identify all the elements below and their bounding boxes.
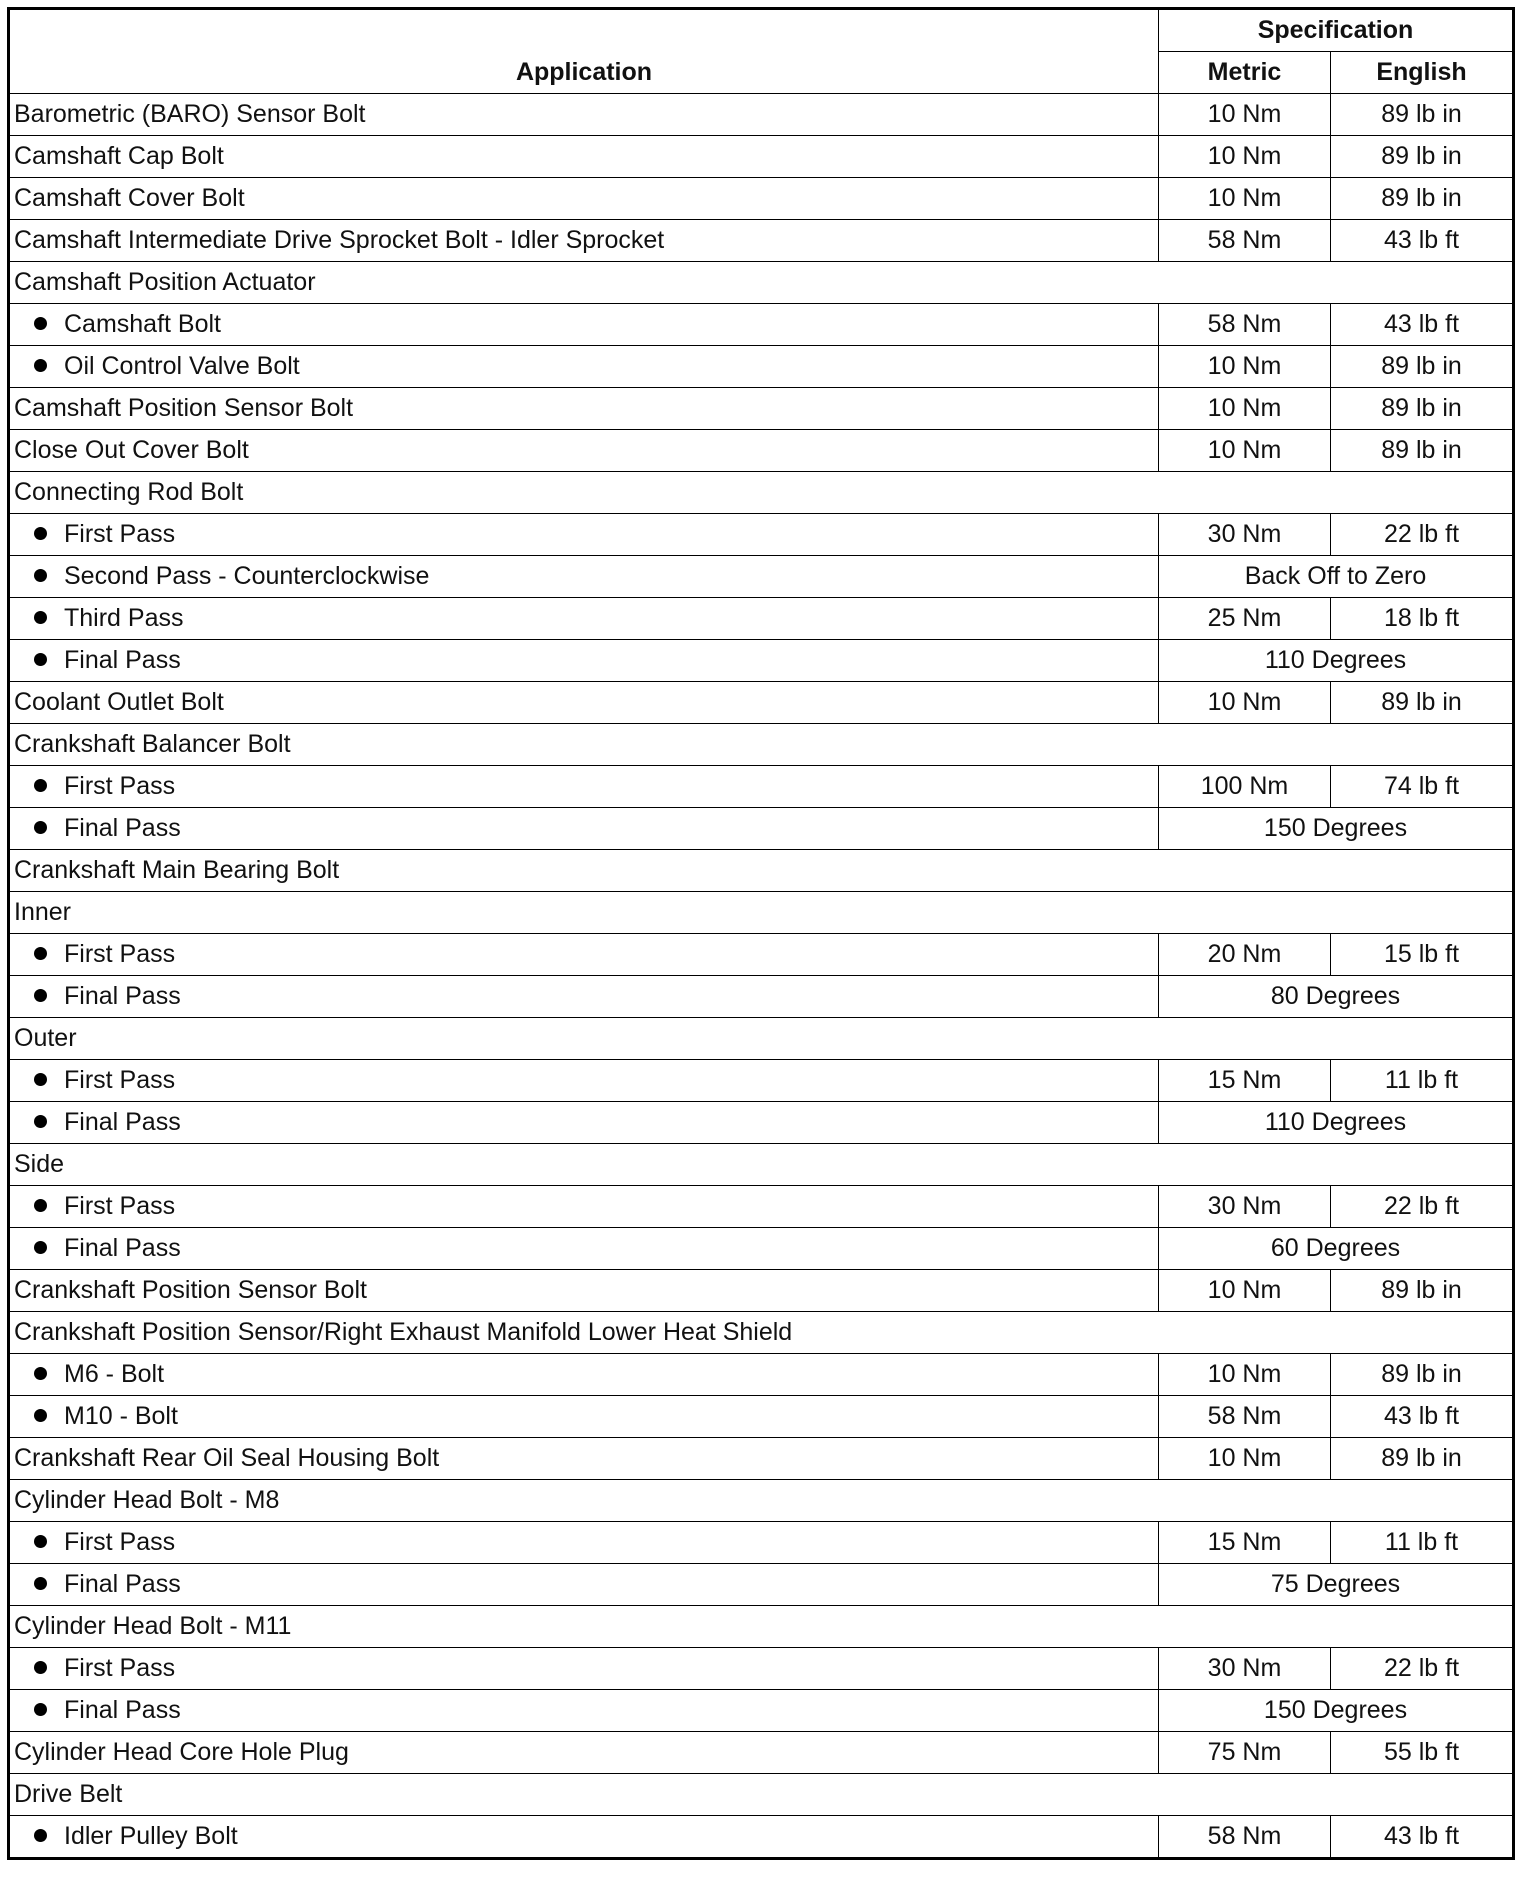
application-cell xyxy=(9,1396,1159,1438)
english-cell: 89 lb in xyxy=(1331,94,1514,136)
table-row xyxy=(9,1480,1514,1522)
application-cell xyxy=(9,1480,1514,1522)
english-cell: 89 lb in xyxy=(1331,346,1514,388)
metric-cell: 10 Nm xyxy=(1159,430,1331,472)
table-row xyxy=(9,766,1514,808)
application-label: First Pass xyxy=(64,1066,176,1094)
specification-merged-cell: 80 Degrees xyxy=(1159,976,1514,1018)
application-cell xyxy=(9,934,1159,976)
table-row xyxy=(9,1144,1514,1186)
application-label: M6 - Bolt xyxy=(64,1360,165,1388)
table-row xyxy=(9,1018,1514,1060)
application-label: Cylinder Head Bolt - M8 xyxy=(14,1486,280,1514)
application-cell xyxy=(9,1816,1159,1859)
header-english: English xyxy=(1331,52,1514,94)
application-label: Crankshaft Balancer Bolt xyxy=(14,730,291,758)
application-cell xyxy=(9,1354,1159,1396)
application-label: M10 - Bolt xyxy=(64,1402,178,1430)
english-cell: 11 lb ft xyxy=(1331,1522,1514,1564)
bullet-icon xyxy=(34,317,47,330)
metric-cell: 10 Nm xyxy=(1159,94,1331,136)
bullet-icon xyxy=(34,527,47,540)
table-row xyxy=(9,808,1514,850)
bullet-icon xyxy=(34,779,47,792)
bullet-icon xyxy=(34,1661,47,1674)
table-row xyxy=(9,304,1514,346)
table-row xyxy=(9,472,1514,514)
table-row xyxy=(9,1102,1514,1144)
metric-cell: 58 Nm xyxy=(1159,1396,1331,1438)
table-row xyxy=(9,724,1514,766)
bullet-icon xyxy=(34,653,47,666)
header-application: Application xyxy=(9,9,1159,94)
english-cell: 43 lb ft xyxy=(1331,1816,1514,1859)
application-label: Camshaft Position Actuator xyxy=(14,268,316,296)
table-row xyxy=(9,976,1514,1018)
application-label: Coolant Outlet Bolt xyxy=(14,688,224,716)
metric-cell: 75 Nm xyxy=(1159,1732,1331,1774)
table-row xyxy=(9,1186,1514,1228)
application-cell xyxy=(9,1144,1514,1186)
application-cell xyxy=(9,430,1159,472)
metric-cell: 10 Nm xyxy=(1159,346,1331,388)
application-cell xyxy=(9,556,1159,598)
application-cell xyxy=(9,1438,1159,1480)
application-cell xyxy=(9,1648,1159,1690)
english-cell: 89 lb in xyxy=(1331,682,1514,724)
application-label: Oil Control Valve Bolt xyxy=(64,352,300,380)
application-label: Crankshaft Rear Oil Seal Housing Bolt xyxy=(14,1444,440,1472)
application-cell xyxy=(9,346,1159,388)
application-label: First Pass xyxy=(64,520,176,548)
application-label: Camshaft Cap Bolt xyxy=(14,142,224,170)
english-cell: 89 lb in xyxy=(1331,178,1514,220)
application-label: Camshaft Intermediate Drive Sprocket Bolt - Idler Sprocket xyxy=(14,226,665,254)
application-label: Idler Pulley Bolt xyxy=(64,1822,238,1850)
application-label: Crankshaft Main Bearing Bolt xyxy=(14,856,340,884)
table-row xyxy=(9,1060,1514,1102)
application-cell xyxy=(9,1732,1159,1774)
table-row xyxy=(9,346,1514,388)
english-cell: 89 lb in xyxy=(1331,136,1514,178)
table-row xyxy=(9,1522,1514,1564)
metric-cell: 20 Nm xyxy=(1159,934,1331,976)
metric-cell: 30 Nm xyxy=(1159,1186,1331,1228)
table-row xyxy=(9,1816,1514,1859)
application-cell xyxy=(9,598,1159,640)
metric-cell: 58 Nm xyxy=(1159,1816,1331,1859)
application-label: Inner xyxy=(14,898,71,926)
table-row xyxy=(9,178,1514,220)
bullet-icon xyxy=(34,1115,47,1128)
english-cell: 15 lb ft xyxy=(1331,934,1514,976)
table-row xyxy=(9,1606,1514,1648)
bullet-icon xyxy=(34,989,47,1002)
application-cell xyxy=(9,1270,1159,1312)
application-label: Cylinder Head Core Hole Plug xyxy=(14,1738,349,1766)
table-row xyxy=(9,388,1514,430)
bullet-icon xyxy=(34,1199,47,1212)
bullet-icon xyxy=(34,1409,47,1422)
header-row-top xyxy=(9,9,1514,52)
application-label: Camshaft Cover Bolt xyxy=(14,184,245,212)
table-row xyxy=(9,136,1514,178)
application-label: First Pass xyxy=(64,1654,176,1682)
table-row xyxy=(9,556,1514,598)
english-cell: 89 lb in xyxy=(1331,1354,1514,1396)
application-label: First Pass xyxy=(64,940,176,968)
english-cell: 22 lb ft xyxy=(1331,514,1514,556)
table-row xyxy=(9,640,1514,682)
application-cell xyxy=(9,808,1159,850)
application-cell xyxy=(9,766,1159,808)
english-cell: 43 lb ft xyxy=(1331,220,1514,262)
application-cell xyxy=(9,472,1514,514)
specification-merged-cell: Back Off to Zero xyxy=(1159,556,1514,598)
application-label: Final Pass xyxy=(64,1696,181,1724)
application-cell xyxy=(9,1564,1159,1606)
bullet-icon xyxy=(34,569,47,582)
metric-cell: 25 Nm xyxy=(1159,598,1331,640)
metric-cell: 30 Nm xyxy=(1159,1648,1331,1690)
application-cell xyxy=(9,1522,1159,1564)
table-row xyxy=(9,1228,1514,1270)
application-label: Crankshaft Position Sensor/Right Exhaust Manifold Lower Heat Shield xyxy=(14,1318,793,1346)
application-cell xyxy=(9,1186,1159,1228)
application-label: Final Pass xyxy=(64,814,181,842)
application-label: Third Pass xyxy=(64,604,184,632)
bullet-icon xyxy=(34,947,47,960)
table-row xyxy=(9,514,1514,556)
metric-cell: 10 Nm xyxy=(1159,178,1331,220)
metric-cell: 58 Nm xyxy=(1159,220,1331,262)
application-label: Final Pass xyxy=(64,1570,181,1598)
application-cell xyxy=(9,1690,1159,1732)
english-cell: 43 lb ft xyxy=(1331,304,1514,346)
specification-merged-cell: 110 Degrees xyxy=(1159,640,1514,682)
table-row xyxy=(9,682,1514,724)
application-cell xyxy=(9,136,1159,178)
application-label: Close Out Cover Bolt xyxy=(14,436,249,464)
table-row xyxy=(9,1438,1514,1480)
english-cell: 89 lb in xyxy=(1331,430,1514,472)
specification-merged-cell: 60 Degrees xyxy=(1159,1228,1514,1270)
english-cell: 22 lb ft xyxy=(1331,1648,1514,1690)
application-cell xyxy=(9,262,1514,304)
application-cell xyxy=(9,1312,1514,1354)
table-row xyxy=(9,1270,1514,1312)
bullet-icon xyxy=(34,359,47,372)
application-label: Connecting Rod Bolt xyxy=(14,478,244,506)
application-cell xyxy=(9,1774,1514,1816)
metric-cell: 30 Nm xyxy=(1159,514,1331,556)
english-cell: 11 lb ft xyxy=(1331,1060,1514,1102)
metric-cell: 10 Nm xyxy=(1159,1438,1331,1480)
bullet-icon xyxy=(34,1829,47,1842)
table-row xyxy=(9,892,1514,934)
application-cell xyxy=(9,1018,1514,1060)
bullet-icon xyxy=(34,1241,47,1254)
application-cell xyxy=(9,724,1514,766)
table-row xyxy=(9,1648,1514,1690)
english-cell: 55 lb ft xyxy=(1331,1732,1514,1774)
table-row xyxy=(9,598,1514,640)
specification-merged-cell: 110 Degrees xyxy=(1159,1102,1514,1144)
specification-merged-cell: 150 Degrees xyxy=(1159,808,1514,850)
table-row xyxy=(9,1690,1514,1732)
application-label: Second Pass - Counterclockwise xyxy=(64,562,430,590)
bullet-icon xyxy=(34,1577,47,1590)
application-cell xyxy=(9,1060,1159,1102)
metric-cell: 10 Nm xyxy=(1159,1354,1331,1396)
application-label: Final Pass xyxy=(64,1234,181,1262)
table-row xyxy=(9,1774,1514,1816)
table-row xyxy=(9,94,1514,136)
metric-cell: 58 Nm xyxy=(1159,304,1331,346)
bullet-icon xyxy=(34,611,47,624)
header-specification: Specification xyxy=(1159,9,1514,52)
application-label: Outer xyxy=(14,1024,77,1052)
application-cell xyxy=(9,220,1159,262)
application-label: First Pass xyxy=(64,1528,176,1556)
application-cell xyxy=(9,850,1514,892)
table-row xyxy=(9,1732,1514,1774)
application-label: Camshaft Position Sensor Bolt xyxy=(14,394,354,422)
torque-spec-table xyxy=(7,7,1515,1860)
application-cell xyxy=(9,178,1159,220)
application-label: Camshaft Bolt xyxy=(64,310,222,338)
application-cell xyxy=(9,388,1159,430)
bullet-icon xyxy=(34,1703,47,1716)
bullet-icon xyxy=(34,1367,47,1380)
metric-cell: 10 Nm xyxy=(1159,136,1331,178)
english-cell: 89 lb in xyxy=(1331,1270,1514,1312)
application-cell xyxy=(9,976,1159,1018)
table-row xyxy=(9,262,1514,304)
application-label: Barometric (BARO) Sensor Bolt xyxy=(14,100,366,128)
table-row xyxy=(9,220,1514,262)
application-label: Final Pass xyxy=(64,982,181,1010)
bullet-icon xyxy=(34,1073,47,1086)
table-row xyxy=(9,850,1514,892)
application-label: Final Pass xyxy=(64,646,181,674)
application-label: First Pass xyxy=(64,1192,176,1220)
metric-cell: 10 Nm xyxy=(1159,1270,1331,1312)
english-cell: 74 lb ft xyxy=(1331,766,1514,808)
table-row xyxy=(9,1354,1514,1396)
english-cell: 89 lb in xyxy=(1331,1438,1514,1480)
metric-cell: 10 Nm xyxy=(1159,682,1331,724)
application-cell xyxy=(9,304,1159,346)
specification-merged-cell: 75 Degrees xyxy=(1159,1564,1514,1606)
table-row xyxy=(9,1312,1514,1354)
application-cell xyxy=(9,1228,1159,1270)
english-cell: 43 lb ft xyxy=(1331,1396,1514,1438)
application-cell xyxy=(9,682,1159,724)
header-metric: Metric xyxy=(1159,52,1331,94)
torque-spec-table-container xyxy=(7,7,1512,1860)
metric-cell: 15 Nm xyxy=(1159,1522,1331,1564)
bullet-icon xyxy=(34,821,47,834)
application-cell xyxy=(9,640,1159,682)
application-cell xyxy=(9,1606,1514,1648)
bullet-icon xyxy=(34,1535,47,1548)
application-label: Final Pass xyxy=(64,1108,181,1136)
application-cell xyxy=(9,94,1159,136)
application-label: Cylinder Head Bolt - M11 xyxy=(14,1612,292,1640)
application-cell xyxy=(9,892,1514,934)
english-cell: 18 lb ft xyxy=(1331,598,1514,640)
specification-merged-cell: 150 Degrees xyxy=(1159,1690,1514,1732)
application-label: Side xyxy=(14,1150,65,1178)
table-row xyxy=(9,1564,1514,1606)
metric-cell: 15 Nm xyxy=(1159,1060,1331,1102)
application-label: Crankshaft Position Sensor Bolt xyxy=(14,1276,367,1304)
table-row xyxy=(9,1396,1514,1438)
application-label: Drive Belt xyxy=(14,1780,123,1808)
metric-cell: 10 Nm xyxy=(1159,388,1331,430)
application-cell xyxy=(9,1102,1159,1144)
application-cell xyxy=(9,514,1159,556)
table-body xyxy=(9,94,1514,1859)
metric-cell: 100 Nm xyxy=(1159,766,1331,808)
table-row xyxy=(9,430,1514,472)
english-cell: 89 lb in xyxy=(1331,388,1514,430)
table-row xyxy=(9,934,1514,976)
application-label: First Pass xyxy=(64,772,176,800)
english-cell: 22 lb ft xyxy=(1331,1186,1514,1228)
